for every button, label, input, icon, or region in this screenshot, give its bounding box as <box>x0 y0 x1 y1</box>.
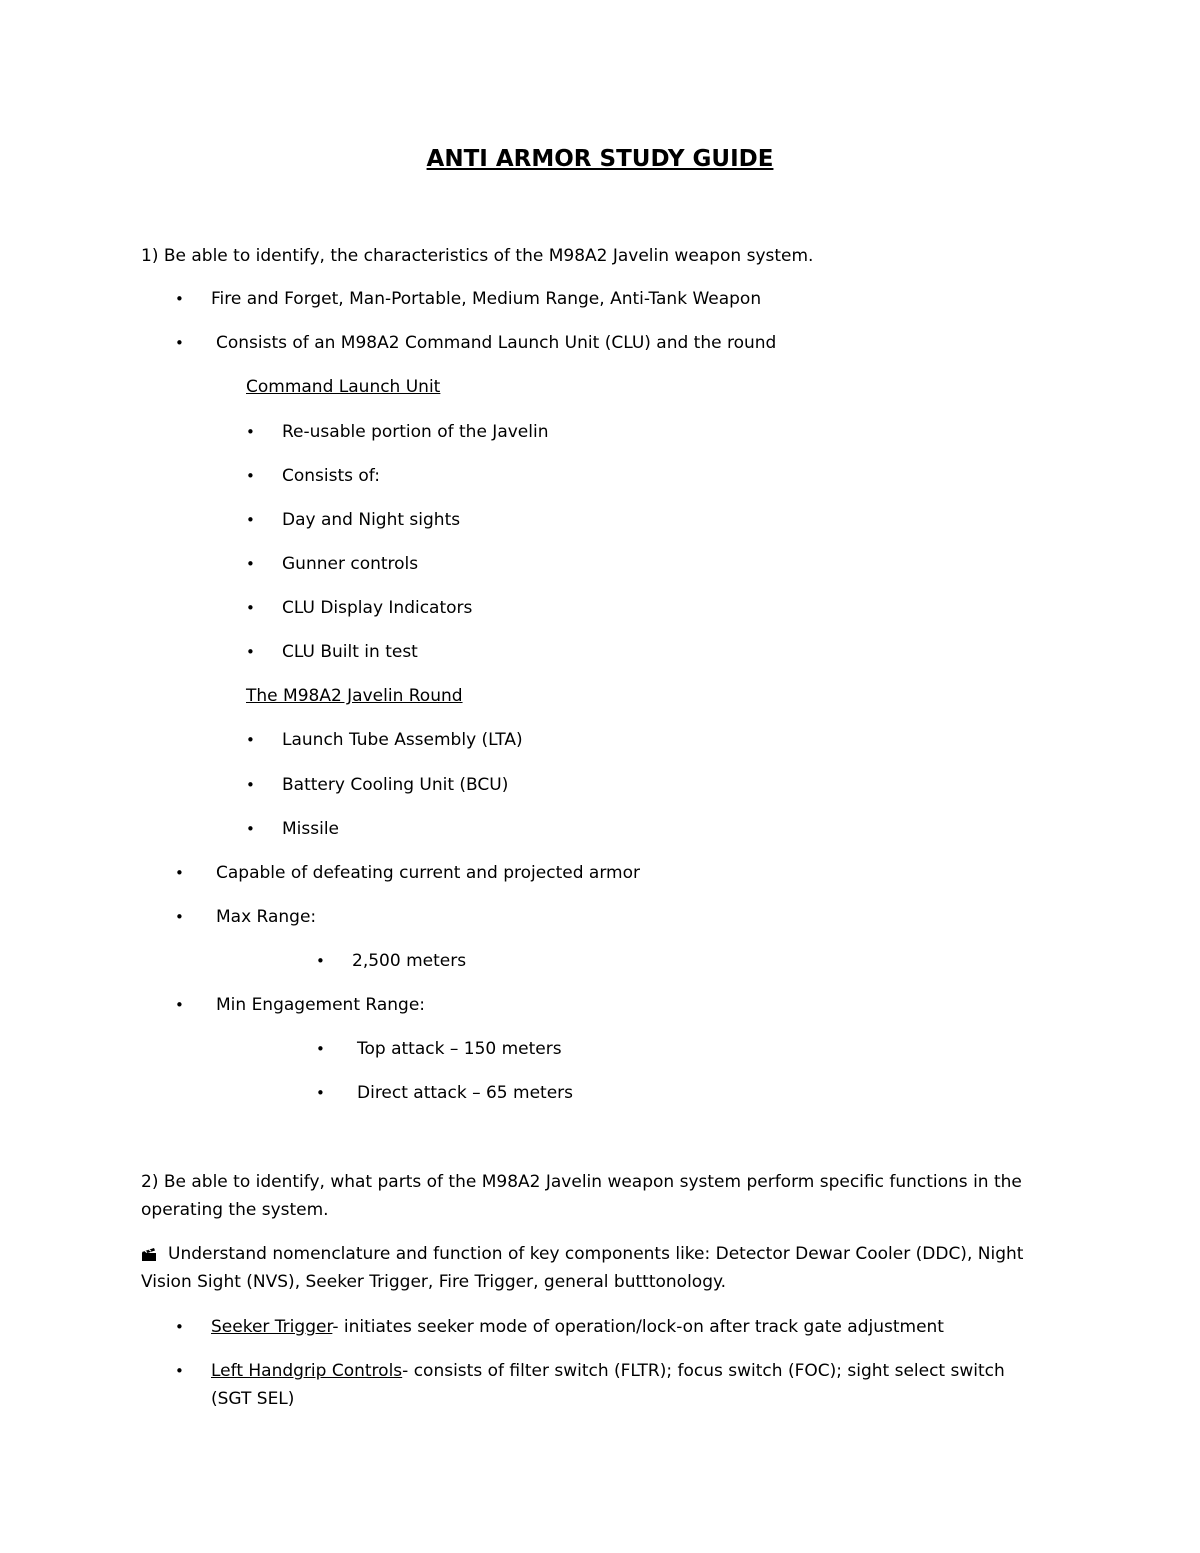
note-text: Understand nomenclature and function of key components like: Detector Dewar Cooler (DDC), Night <box>168 1244 1024 1264</box>
bullet-icon: • <box>316 952 325 970</box>
clapperboard-icon <box>141 1240 158 1268</box>
list-item: Gunner controls <box>282 554 419 574</box>
list-item: CLU Built in test <box>282 642 418 662</box>
clu-subheading: Command Launch Unit <box>246 377 441 397</box>
bullet-icon: • <box>246 820 255 838</box>
question-1-heading: 1) Be able to identify, the characteristics of the M98A2 Javelin weapon system. <box>141 246 814 266</box>
list-item: Direct attack – 65 meters <box>357 1083 573 1103</box>
list-item: Re-usable portion of the Javelin <box>282 422 549 442</box>
left-handgrip-text: - consists of filter switch (FLTR); focus switch (FOC); sight select switch <box>402 1361 1005 1381</box>
list-item: CLU Display Indicators <box>282 598 473 618</box>
list-item: Day and Night sights <box>282 510 461 530</box>
bullet-icon: • <box>175 908 184 926</box>
list-item: Top attack – 150 meters <box>357 1039 562 1059</box>
list-item-seeker <box>211 1313 944 1341</box>
list-item: Consists of an M98A2 Command Launch Unit (CLU) and the round <box>216 333 777 353</box>
bullet-icon: • <box>175 1362 184 1380</box>
list-item: Battery Cooling Unit (BCU) <box>282 775 509 795</box>
left-handgrip-text-cont: (SGT SEL) <box>211 1389 295 1409</box>
bullet-icon: • <box>246 555 255 573</box>
question-2-heading-cont: operating the system. <box>141 1200 329 1220</box>
bullet-icon: • <box>246 599 255 617</box>
bullet-icon: • <box>246 423 255 441</box>
list-item: Capable of defeating current and projected armor <box>216 863 640 883</box>
page-title: ANTI ARMOR STUDY GUIDE <box>426 146 774 172</box>
left-handgrip-label: Left Handgrip Controls <box>211 1361 403 1381</box>
question-2-heading: 2) Be able to identify, what parts of the M98A2 Javelin weapon system perform specific functions in the <box>141 1172 1022 1192</box>
list-item: Missile <box>282 819 340 839</box>
bullet-icon: • <box>175 1318 184 1336</box>
bullet-icon: • <box>175 864 184 882</box>
list-item-left-handgrip <box>211 1357 1005 1385</box>
bullet-icon: • <box>175 996 184 1014</box>
bullet-icon: • <box>246 511 255 529</box>
list-item: 2,500 meters <box>352 951 467 971</box>
bullet-icon: • <box>246 643 255 661</box>
list-item: Consists of: <box>282 466 380 486</box>
seeker-text: - initiates seeker mode of operation/lock-on after track gate adjustment <box>332 1317 944 1337</box>
round-subheading: The M98A2 Javelin Round <box>246 686 463 706</box>
note-text-cont: Vision Sight (NVS), Seeker Trigger, Fire Trigger, general butttonology. <box>141 1272 727 1292</box>
list-item: Fire and Forget, Man-Portable, Medium Range, Anti-Tank Weapon <box>211 289 762 309</box>
list-item: Max Range: <box>216 907 317 927</box>
bullet-icon: • <box>175 334 184 352</box>
list-item: Launch Tube Assembly (LTA) <box>282 730 523 750</box>
seeker-label: Seeker Trigger <box>211 1317 333 1337</box>
bullet-icon: • <box>246 467 255 485</box>
bullet-icon: • <box>246 776 255 794</box>
bullet-icon: • <box>246 731 255 749</box>
bullet-icon: • <box>316 1084 325 1102</box>
bullet-icon: • <box>316 1040 325 1058</box>
bullet-icon: • <box>175 290 184 308</box>
list-item: Min Engagement Range: <box>216 995 426 1015</box>
